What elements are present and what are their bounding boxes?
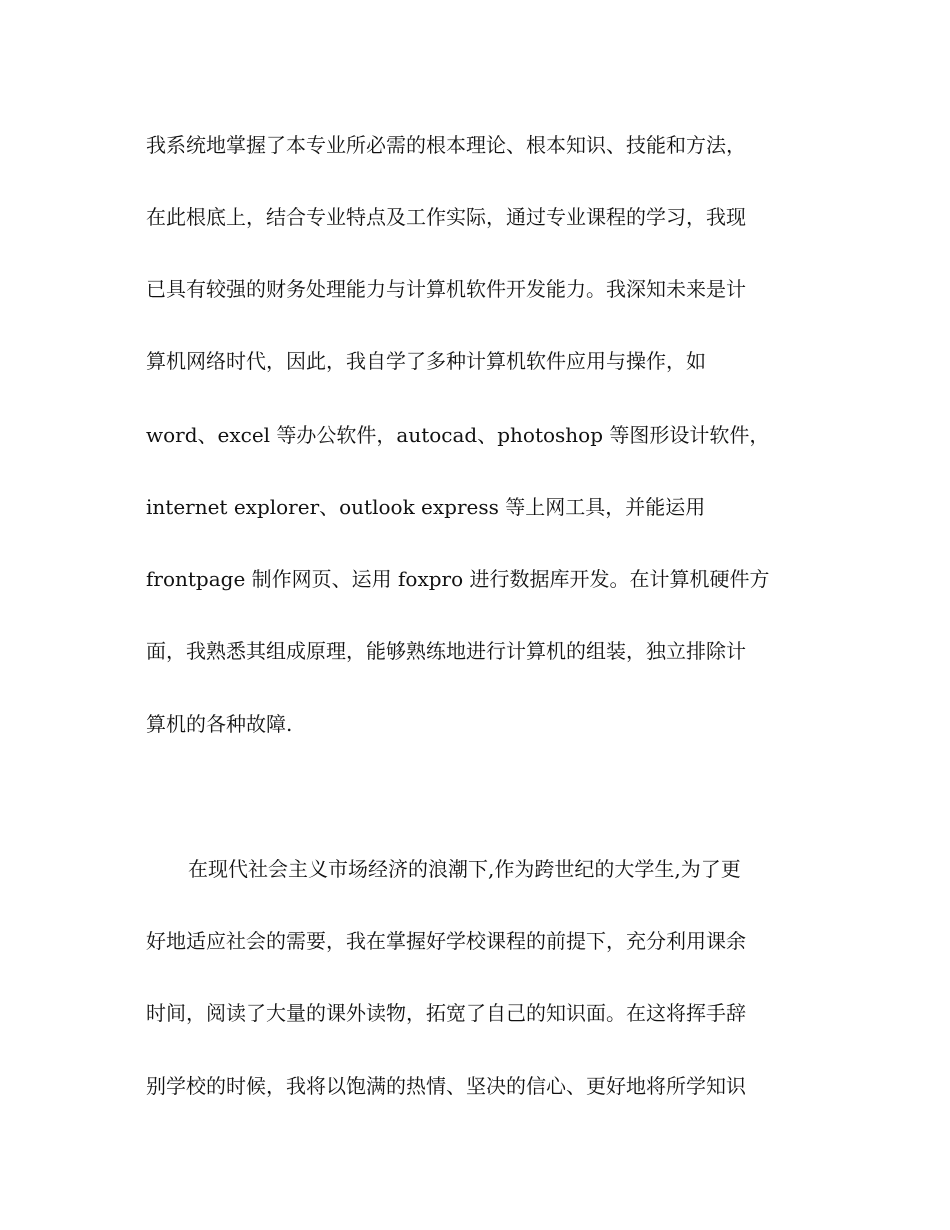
paragraph-1-line-2: 在此根底上，结合专业特点及工作实际，通过专业课程的学习，我现: [146, 205, 746, 229]
paragraph-1-line-1: 我系统地掌握了本专业所必需的根本理论、根本知识、技能和方法，: [146, 133, 746, 157]
paragraph-1-line-6: internet explorer、outlook express 等上网工具，并能运用: [146, 495, 706, 519]
paragraph-1-line-4: 算机网络时代，因此，我自学了多种计算机软件应用与操作，如: [146, 349, 706, 373]
paragraph-2-line-2: 好地适应社会的需要，我在掌握好学校课程的前提下，充分利用课余: [146, 929, 746, 953]
paragraph-2-line-1: 在现代社会主义市场经济的浪潮下,作为跨世纪的大学生,为了更: [188, 857, 741, 881]
paragraph-2-line-4: 别学校的时候，我将以饱满的热情、坚决的信心、更好地将所学知识: [146, 1074, 746, 1098]
paragraph-1-line-8: 面，我熟悉其组成原理，能够熟练地进行计算机的组装，独立排除计: [146, 639, 746, 663]
paragraph-1-line-7: frontpage 制作网页、运用 foxpro 进行数据库开发。在计算机硬件方: [146, 567, 770, 591]
paragraph-1-line-5: word、excel 等办公软件，autocad、photoshop 等图形设计软件，: [146, 423, 770, 447]
paragraph-1-line-3: 已具有较强的财务处理能力与计算机软件开发能力。我深知未来是计: [146, 277, 746, 301]
paragraph-1-line-9: 算机的各种故障.: [146, 712, 293, 736]
paragraph-2-line-3: 时间，阅读了大量的课外读物，拓宽了自己的知识面。在这将挥手辞: [146, 1001, 746, 1025]
